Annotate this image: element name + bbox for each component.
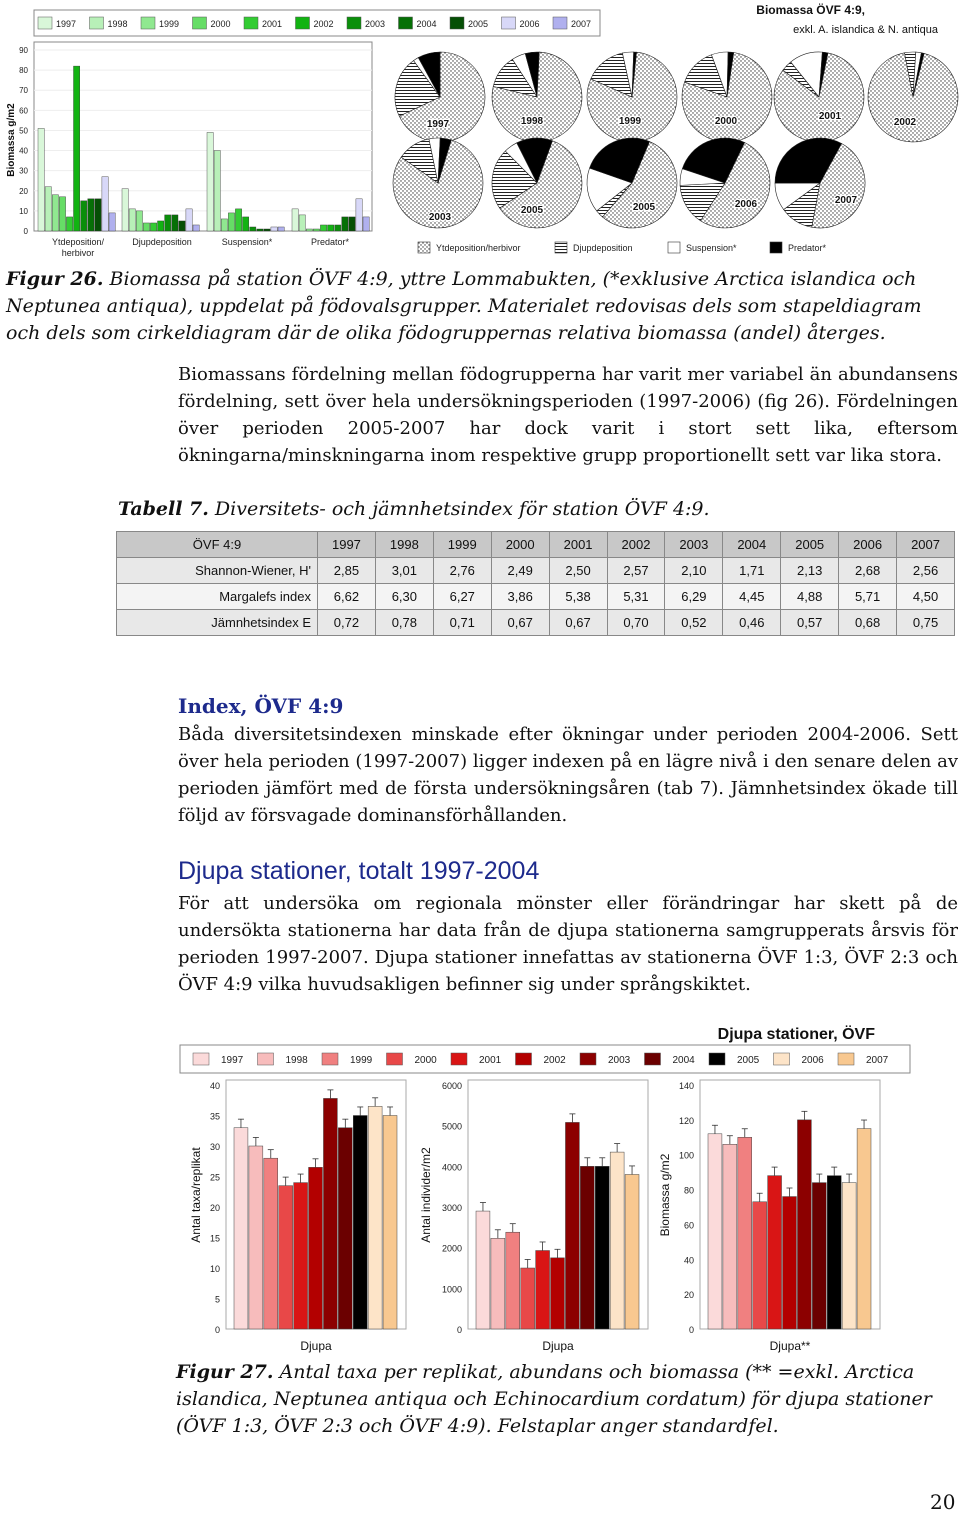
legend-swatch — [387, 1053, 403, 1065]
table-cell: 4,88 — [781, 584, 839, 610]
y-tick-label: 0 — [456, 1325, 462, 1335]
bar — [38, 128, 44, 231]
table-cell: 0,46 — [723, 610, 781, 636]
x-axis-label: Djupa — [542, 1339, 574, 1353]
body-paragraph-biomass: Biomassans fördelning mellan födogrupperna har varit mer variabel än abundansens fördelning, sett över hela undersökningsperioden (1997-2006) (fig 26). Fördelningen över perioden 2005-2007 har dock varit i stort sett lika, eftersom ökningarna/minskningarna inom respektive grupp proportionellt sett var lika stora. — [178, 364, 958, 466]
legend-label: 2005 — [737, 1055, 760, 1066]
legend-swatch — [516, 1053, 532, 1065]
table-row-label: Margalefs index — [117, 584, 318, 610]
table-row — [117, 610, 955, 636]
y-tick-label: 30 — [19, 166, 28, 176]
table-cell: 2,57 — [607, 558, 665, 584]
table-header-cell: 2006 — [839, 532, 897, 558]
table-cell: 6,30 — [375, 584, 433, 610]
bar — [186, 209, 192, 231]
pie-year-label: 1998 — [520, 116, 544, 127]
y-tick-label: 0 — [214, 1325, 220, 1335]
bar — [320, 225, 326, 231]
y-tick-label: 80 — [683, 1185, 694, 1196]
legend-swatch — [141, 17, 155, 29]
y-tick-label: 140 — [678, 1081, 694, 1091]
bar — [250, 227, 256, 231]
bar — [158, 221, 164, 231]
y-tick-label: 10 — [19, 206, 28, 216]
pie-year-label: 2006 — [734, 199, 758, 210]
table-cell: 2,68 — [839, 558, 897, 584]
bar — [45, 187, 51, 231]
legend-label: 2007 — [866, 1055, 889, 1066]
figure-27-caption-text: Antal taxa per replikat, abundans och biomassa (** =exkl. Arctica islandica, Neptunea antiqua och Echinocardium cordatum) för djupa stationer (ÖVF 1:3, ÖVF 2:3 och ÖVF 4:9). Felstaplar anger standardfel. — [176, 1361, 932, 1437]
legend-swatch — [322, 1053, 338, 1065]
bar — [150, 223, 156, 231]
bar — [738, 1137, 752, 1329]
legend-swatch — [450, 17, 464, 29]
table-cell: 4,50 — [897, 584, 955, 610]
bar — [753, 1202, 767, 1329]
legend-swatch — [838, 1053, 854, 1065]
bar — [52, 195, 58, 231]
bar — [323, 1098, 337, 1329]
table-header-cell: 2004 — [723, 532, 781, 558]
figure-27-caption-label: Figur 27. — [176, 1361, 274, 1383]
table-cell: 0,78 — [375, 610, 433, 636]
legend-label: 2007 — [571, 19, 592, 29]
figure-26-chart — [0, 0, 960, 265]
bar — [812, 1183, 826, 1329]
pie-year-label: 1997 — [426, 119, 450, 130]
bar — [88, 199, 94, 231]
bar — [81, 201, 87, 231]
y-tick-label: 3000 — [441, 1203, 462, 1213]
index-heading: Index, ÖVF 4:9 — [178, 694, 344, 718]
legend-label: 2004 — [672, 1055, 695, 1066]
legend-swatch — [244, 17, 258, 29]
djupa-paragraph: För att undersöka om regionala mönster eller förändringar har skett på de undersökta stationerna har data från de djupa stationerna samgrupperats årsvis för perioden 1997-2007. Djupa stationer innefattas av stationerna ÖVF 1:3, ÖVF 2:3 och ÖVF 4:9 vilka huvudsakligen befinner sig under språngskiktet. — [178, 893, 958, 995]
y-tick-label: 30 — [209, 1142, 220, 1152]
pie-year-label: 2005 — [632, 202, 656, 213]
y-tick-label: 100 — [678, 1150, 694, 1161]
legend-swatch — [347, 17, 361, 29]
y-tick-label: 120 — [678, 1115, 694, 1126]
legend-label: 1998 — [285, 1055, 308, 1066]
bar — [143, 223, 149, 231]
legend-swatch — [553, 17, 567, 29]
legend-swatch — [296, 17, 310, 29]
bar — [129, 209, 135, 231]
bar — [279, 1186, 293, 1329]
bar — [59, 197, 65, 231]
legend-label: 2004 — [416, 19, 437, 29]
pie-legend-swatch — [770, 242, 782, 253]
bar — [506, 1232, 520, 1329]
pie-legend-label: Ytdeposition/herbivor — [436, 243, 521, 253]
legend-label: 2003 — [365, 19, 386, 29]
pie-year-label: 2001 — [818, 111, 842, 122]
y-tick-label: 0 — [688, 1325, 694, 1335]
pie-legend-swatch — [555, 242, 567, 253]
legend-label: 2003 — [608, 1055, 631, 1066]
x-category-label: Djupdeposition — [132, 237, 192, 247]
legend-label: 2002 — [543, 1055, 566, 1066]
bar — [363, 217, 369, 231]
legend-swatch — [774, 1053, 790, 1065]
bar — [95, 199, 101, 231]
legend-label: 2000 — [414, 1055, 437, 1066]
y-tick-label: 10 — [209, 1264, 220, 1274]
bar — [136, 211, 142, 231]
y-tick-label: 40 — [209, 1081, 220, 1091]
bar — [708, 1134, 722, 1329]
bar — [235, 209, 241, 231]
x-category-label: Predator* — [310, 237, 350, 247]
y-tick-label: 20 — [683, 1290, 694, 1301]
table-cell: 2,56 — [897, 558, 955, 584]
bar — [580, 1166, 594, 1329]
pie-legend-label: Suspension* — [686, 243, 737, 253]
pie-year-label: 1999 — [618, 116, 642, 127]
table-7-label: Tabell 7. — [118, 498, 209, 520]
table-cell: 4,45 — [723, 584, 781, 610]
table-7-title-text: Diversitets- och jämnhetsindex för station ÖVF 4:9. — [208, 498, 710, 520]
bar — [383, 1116, 397, 1330]
legend-label: 2005 — [468, 19, 489, 29]
y-tick-label: 40 — [19, 146, 28, 156]
table-row-label: Shannon-Wiener, H' — [117, 558, 318, 584]
y-tick-label: 20 — [209, 1203, 220, 1213]
bar — [353, 1116, 367, 1330]
pie-year-label: 2003 — [428, 212, 452, 223]
figure-26 — [0, 0, 960, 265]
figure-26-subtitle: exkl. A. islandica & N. antiqua — [793, 24, 938, 36]
index-table — [116, 531, 955, 636]
bar — [342, 217, 348, 231]
y-tick-label: 50 — [19, 126, 28, 136]
legend-swatch — [90, 17, 104, 29]
legend-label: 2006 — [801, 1055, 824, 1066]
table-7-title — [118, 496, 938, 523]
x-category-label: Ytdeposition/ — [51, 237, 105, 247]
table-cell: 0,57 — [781, 610, 839, 636]
table-row — [117, 584, 955, 610]
bar — [74, 66, 80, 231]
table-cell: 5,71 — [839, 584, 897, 610]
figure-27 — [0, 1015, 960, 1360]
bar — [299, 215, 305, 231]
y-axis-label: Antal taxa/replikat — [189, 1147, 203, 1243]
bar — [857, 1129, 871, 1329]
legend-label: 1997 — [221, 1055, 244, 1066]
table-header-cell: 2000 — [491, 532, 549, 558]
legend-swatch — [709, 1053, 725, 1065]
bar — [335, 225, 341, 231]
table-cell: 0,68 — [839, 610, 897, 636]
figure-26-caption — [6, 266, 956, 347]
table-cell: 1,71 — [723, 558, 781, 584]
bar — [565, 1122, 579, 1329]
page-number: 20 — [930, 1490, 956, 1514]
bar — [221, 219, 227, 231]
y-tick-label: 5 — [214, 1294, 220, 1305]
bar — [179, 221, 185, 231]
index-paragraph: Båda diversitetsindexen minskade efter ökningar under perioden 2004-2006. Sett över hela perioden (1997-2007) ligger indexen på en lägre nivå i den senare delen av perioden jämfört med de första undersökningsåren (tab 7). Jämnhetsindex ökade till följd av försvagade dominansförhållanden. — [178, 724, 958, 826]
table-cell: 5,31 — [607, 584, 665, 610]
pie-legend-swatch — [418, 242, 430, 253]
figure-26-title: Biomassa ÖVF 4:9, — [756, 3, 865, 17]
y-tick-label: 80 — [19, 66, 28, 76]
bar — [551, 1258, 565, 1329]
bar — [243, 217, 249, 231]
y-tick-label: 90 — [19, 46, 28, 55]
table-header-cell: 1997 — [318, 532, 376, 558]
table-cell: 0,70 — [607, 610, 665, 636]
x-axis-label: Djupa — [300, 1339, 332, 1353]
bar — [610, 1152, 624, 1329]
table-cell: 2,49 — [491, 558, 549, 584]
pie-legend-label: Predator* — [788, 243, 827, 253]
legend-label: 1999 — [350, 1055, 373, 1066]
figure-27-caption — [176, 1359, 956, 1440]
bar — [207, 132, 213, 231]
table-cell: 2,50 — [549, 558, 607, 584]
bar — [292, 209, 298, 231]
legend-label: 2000 — [210, 19, 231, 29]
y-tick-label: 35 — [209, 1111, 220, 1122]
y-tick-label: 70 — [19, 86, 28, 96]
bar — [783, 1197, 797, 1329]
figure-26-caption-text: Biomassa på station ÖVF 4:9, yttre Lommabukten, (*exklusive Arctica islandica och Neptunea antiqua), uppdelat på födovalsgrupper. Materialet redovisas dels som stapeldiagram och dels som cirkeldiagram där de olika födogruppernas relativa biomassa (andel) återges. — [6, 268, 922, 344]
figure-26-caption-label: Figur 26. — [6, 268, 104, 290]
legend-label: 2001 — [262, 19, 283, 29]
table-cell: 2,76 — [433, 558, 491, 584]
y-tick-label: 4000 — [441, 1162, 462, 1173]
y-tick-label: 0 — [23, 227, 28, 236]
bar — [309, 1167, 323, 1329]
bar — [294, 1183, 308, 1329]
table-header-cell: 2002 — [607, 532, 665, 558]
table-row — [117, 558, 955, 584]
pie-legend-label: Djupdeposition — [573, 243, 633, 253]
table-cell: 0,52 — [665, 610, 723, 636]
bar — [271, 227, 277, 231]
bar — [257, 229, 263, 231]
bar — [172, 215, 178, 231]
bar — [264, 229, 270, 231]
table-cell: 3,01 — [375, 558, 433, 584]
y-axis-label: Biomassa g/m2 — [658, 1153, 672, 1237]
pie-legend-swatch — [668, 242, 680, 253]
y-tick-label: 40 — [683, 1255, 694, 1266]
bar — [491, 1238, 505, 1329]
y-tick-label: 15 — [209, 1233, 220, 1244]
bar — [306, 229, 312, 231]
table-cell: 6,29 — [665, 584, 723, 610]
bar — [827, 1176, 841, 1329]
bar — [234, 1128, 248, 1329]
bar — [313, 229, 319, 231]
bar — [476, 1211, 490, 1329]
bar — [797, 1120, 811, 1329]
y-axis-label: Antal individer/m2 — [419, 1147, 433, 1243]
y-tick-label: 20 — [19, 186, 28, 196]
bar — [214, 151, 220, 231]
bar — [264, 1158, 278, 1329]
bar — [368, 1106, 382, 1329]
bar — [768, 1176, 782, 1329]
bar — [328, 225, 334, 231]
table-cell: 0,72 — [318, 610, 376, 636]
bar — [109, 213, 115, 231]
legend-label: 1998 — [107, 19, 128, 29]
table-cell: 5,38 — [549, 584, 607, 610]
djupa-heading: Djupa stationer, totalt 1997-2004 — [178, 857, 540, 885]
legend-swatch — [193, 1053, 209, 1065]
legend-swatch — [502, 17, 516, 29]
bar — [228, 213, 234, 231]
table-cell: 0,67 — [491, 610, 549, 636]
table-row-label: Jämnhetsindex E — [117, 610, 318, 636]
legend-label: 2001 — [479, 1055, 502, 1066]
y-axis-label: Biomassa g/m2 — [6, 103, 17, 177]
bar — [122, 189, 128, 231]
legend-swatch — [580, 1053, 596, 1065]
pie-year-label: 2007 — [834, 195, 858, 206]
table-cell: 0,71 — [433, 610, 491, 636]
bar — [193, 225, 199, 231]
bar — [536, 1251, 550, 1329]
table-cell: 2,10 — [665, 558, 723, 584]
bar — [165, 215, 171, 231]
legend-swatch — [399, 17, 413, 29]
legend-swatch — [258, 1053, 274, 1065]
y-tick-label: 25 — [209, 1172, 220, 1183]
pie-year-label: 2000 — [714, 116, 738, 127]
y-tick-label: 5000 — [441, 1121, 462, 1132]
legend-label: 1997 — [56, 19, 77, 29]
table-cell: 2,13 — [781, 558, 839, 584]
table-cell: 6,27 — [433, 584, 491, 610]
bar — [625, 1174, 639, 1329]
table-header-cell: 1999 — [433, 532, 491, 558]
table-header-cell: 2005 — [781, 532, 839, 558]
legend-swatch — [645, 1053, 661, 1065]
table-header-cell: 2001 — [549, 532, 607, 558]
pie-year-label: 2005 — [520, 205, 544, 216]
y-tick-label: 60 — [19, 106, 28, 116]
bar — [356, 199, 362, 231]
y-tick-label: 2000 — [441, 1243, 462, 1254]
figure-27-chart — [0, 1015, 960, 1360]
bar — [102, 177, 108, 231]
table-cell: 2,85 — [318, 558, 376, 584]
legend-label: 2002 — [313, 19, 334, 29]
legend-swatch — [38, 17, 52, 29]
bar — [595, 1166, 609, 1329]
legend-label: 1999 — [159, 19, 180, 29]
x-category-label: Suspension* — [221, 237, 273, 247]
table-header-cell: 1998 — [375, 532, 433, 558]
x-category-label: herbivor — [61, 248, 95, 258]
legend-label: 2006 — [519, 19, 540, 29]
bar — [842, 1183, 856, 1329]
table-cell: 0,67 — [549, 610, 607, 636]
figure-27-title: Djupa stationer, ÖVF — [717, 1026, 875, 1043]
table-header-cell: 2007 — [897, 532, 955, 558]
table-header-cell: ÖVF 4:9 — [117, 532, 318, 558]
table-header-cell: 2003 — [665, 532, 723, 558]
pie-year-label: 2002 — [893, 117, 917, 128]
bar — [66, 217, 72, 231]
bar — [521, 1268, 535, 1329]
y-tick-label: 60 — [683, 1220, 694, 1231]
bar — [723, 1144, 737, 1329]
legend-swatch — [193, 17, 207, 29]
bar — [278, 227, 284, 231]
bar — [338, 1128, 352, 1329]
bar — [249, 1146, 263, 1329]
y-tick-label: 6000 — [441, 1081, 462, 1091]
bar — [349, 217, 355, 231]
x-axis-label: Djupa** — [769, 1339, 811, 1353]
legend-swatch — [451, 1053, 467, 1065]
table-cell: 3,86 — [491, 584, 549, 610]
table-header-row — [117, 532, 955, 558]
table-cell: 0,75 — [897, 610, 955, 636]
table-cell: 6,62 — [318, 584, 376, 610]
y-tick-label: 1000 — [441, 1284, 462, 1295]
